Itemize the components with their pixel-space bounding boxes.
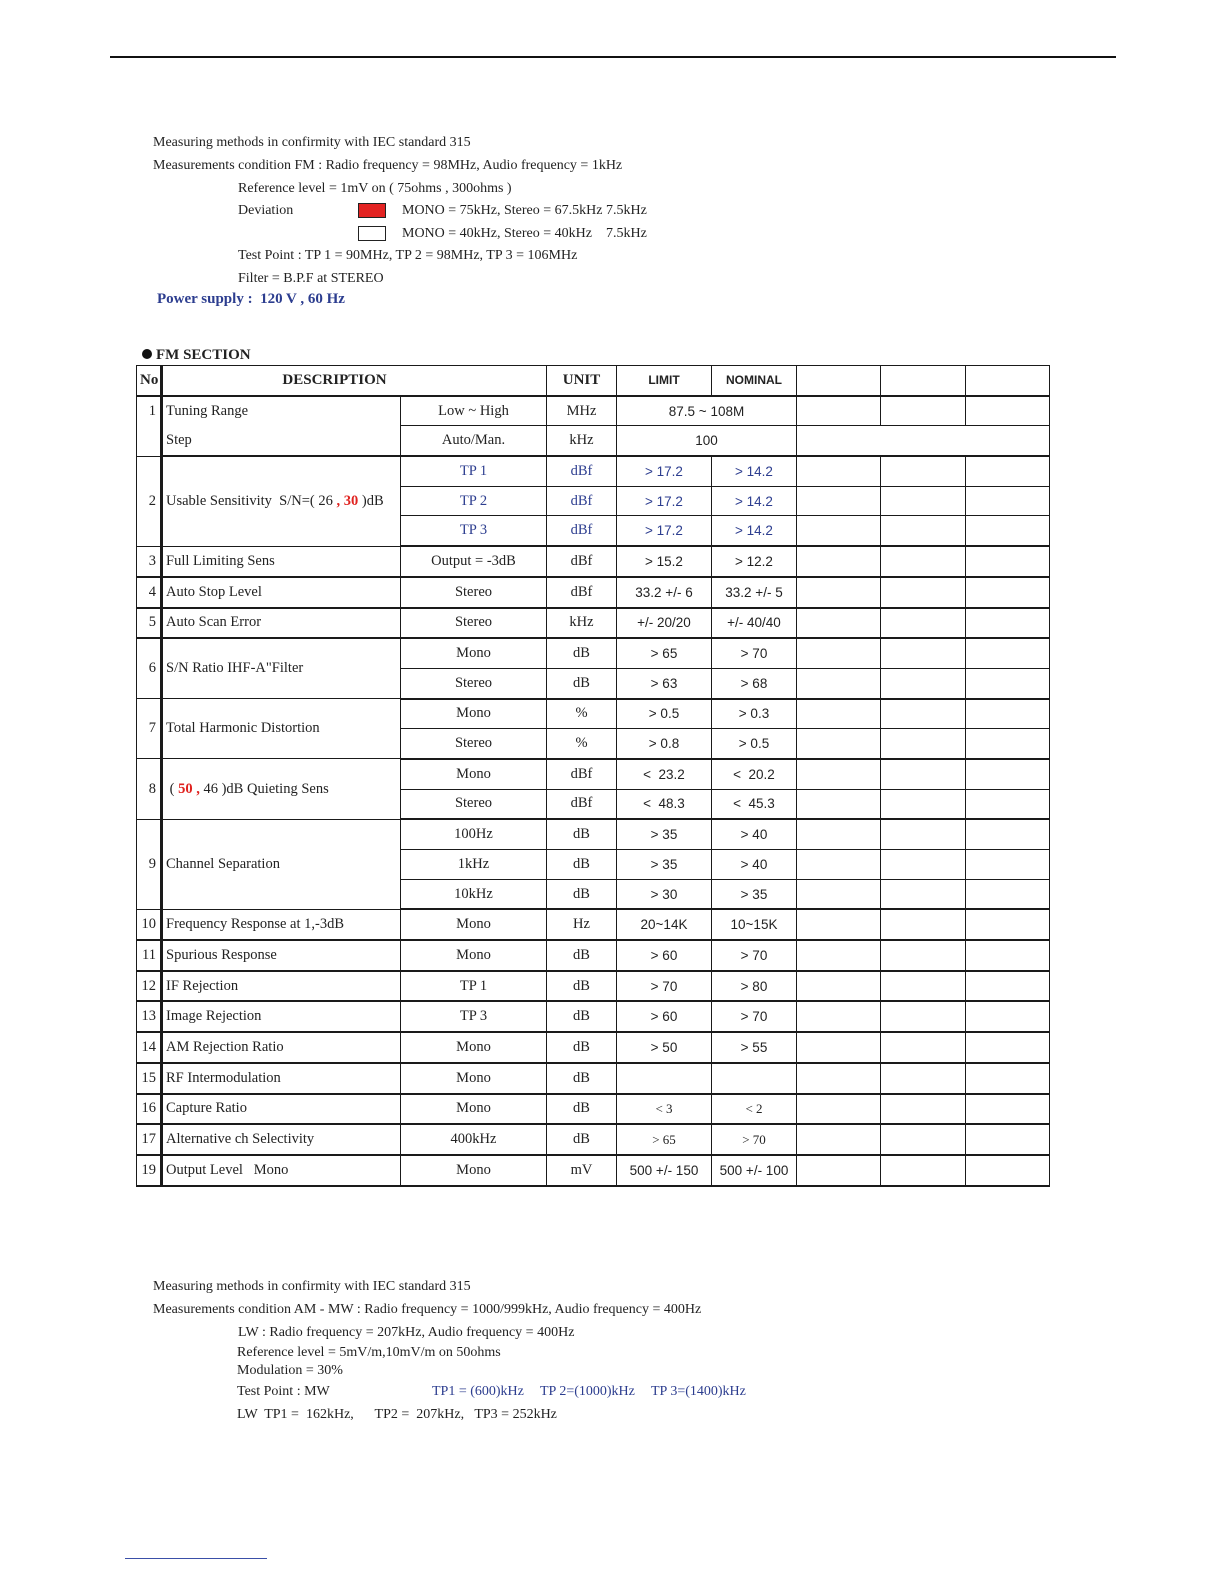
- row-unit: dB: [547, 1063, 617, 1094]
- row-unit: dB: [547, 940, 617, 971]
- row-nominal: > 68: [712, 668, 797, 698]
- row-unit: dBf: [547, 759, 617, 789]
- bullet-dot-icon: [142, 349, 152, 359]
- empty-cell: [881, 789, 966, 819]
- table-row: [137, 1124, 1050, 1155]
- row-unit: dB: [547, 1032, 617, 1063]
- row-description: Total Harmonic Distortion: [162, 699, 401, 759]
- empty-cell: [966, 668, 1050, 698]
- empty-cell: [797, 1124, 881, 1155]
- empty-cell: [797, 1063, 881, 1094]
- row-unit: %: [547, 729, 617, 759]
- row-description: [162, 456, 401, 546]
- header-nominal: NOMINAL: [712, 366, 797, 396]
- row-no: 1: [137, 396, 162, 456]
- empty-cell: [881, 1001, 966, 1032]
- row-description: Image Rejection: [162, 1001, 401, 1032]
- table-row: [137, 1032, 1050, 1063]
- row-description: Full Limiting Sens: [162, 546, 401, 577]
- table-row: [137, 1063, 1050, 1094]
- row-limit: > 60: [617, 940, 712, 971]
- row-condition: Stereo: [401, 668, 547, 698]
- desc-part: 46 )dB Quieting Sens: [199, 780, 329, 797]
- row-nominal: < 2: [712, 1094, 797, 1125]
- row-no: 10: [137, 909, 162, 940]
- fm-reference-level: Reference level = 1mV on ( 75ohms , 300ohms ): [238, 181, 512, 196]
- empty-cell: [966, 759, 1050, 789]
- header-limit: LIMIT: [617, 366, 712, 396]
- row-nominal: > 70: [712, 940, 797, 971]
- row-condition: TP 1: [401, 971, 547, 1002]
- row-unit: dBf: [547, 546, 617, 577]
- am-reference-level: Reference level = 5mV/m,10mV/m on 50ohms: [237, 1345, 501, 1360]
- row-limit: 33.2 +/- 6: [617, 577, 712, 608]
- empty-cell: [797, 1094, 881, 1125]
- row-unit: dB: [547, 819, 617, 849]
- empty-cell: [966, 608, 1050, 639]
- row-limit: > 70: [617, 971, 712, 1002]
- top-rule: [110, 56, 1116, 58]
- row-no: 11: [137, 940, 162, 971]
- empty-cell: [966, 729, 1050, 759]
- row-no: 13: [137, 1001, 162, 1032]
- row-nominal: > 0.5: [712, 729, 797, 759]
- empty-cell: [966, 486, 1050, 516]
- row-nominal: > 14.2: [712, 486, 797, 516]
- empty-cell: [797, 1001, 881, 1032]
- table-row: [137, 638, 1050, 668]
- desc-part: (: [166, 780, 179, 797]
- empty-cell: [881, 396, 966, 426]
- empty-cell: [797, 638, 881, 668]
- row-limit: [617, 1063, 712, 1094]
- row-unit: dB: [547, 1094, 617, 1125]
- row-nominal: > 0.3: [712, 699, 797, 729]
- row-no: 2: [137, 456, 162, 546]
- empty-cell: [797, 819, 881, 849]
- row-nominal: > 14.2: [712, 516, 797, 546]
- row-no: 17: [137, 1124, 162, 1155]
- row-description: Capture Ratio: [162, 1094, 401, 1125]
- header-unit: UNIT: [547, 366, 617, 396]
- empty-cell: [881, 608, 966, 639]
- fm-deviation-label: Deviation: [238, 203, 294, 218]
- empty-cell: [881, 668, 966, 698]
- empty-cell: [966, 1001, 1050, 1032]
- row-unit: dB: [547, 971, 617, 1002]
- empty-cell: [881, 1063, 966, 1094]
- empty-cell: [881, 456, 966, 486]
- row-nominal: > 70: [712, 638, 797, 668]
- row-limit: < 3: [617, 1094, 712, 1125]
- row-limit: 500 +/- 150: [617, 1155, 712, 1186]
- fm-section-title: [142, 347, 251, 364]
- row-description: Auto Stop Level: [162, 577, 401, 608]
- row-condition: 400kHz: [401, 1124, 547, 1155]
- empty-cell: [966, 879, 1050, 909]
- fm-spec-table: [136, 365, 1050, 1187]
- row-description: Alternative ch Selectivity: [162, 1124, 401, 1155]
- header-blank: [966, 366, 1050, 396]
- empty-cell: [881, 699, 966, 729]
- table-row: [137, 909, 1050, 940]
- row-nominal: 10~15K: [712, 909, 797, 940]
- empty-cell: [966, 456, 1050, 486]
- row-nominal: > 70: [712, 1001, 797, 1032]
- empty-cell: [966, 699, 1050, 729]
- empty-cell: [797, 1032, 881, 1063]
- empty-cell: [797, 909, 881, 940]
- row-limit: +/- 20/20: [617, 608, 712, 639]
- desc-part: Usable Sensitivity S/N=( 26: [166, 492, 337, 509]
- empty-cell: [966, 1063, 1050, 1094]
- row-limit: > 63: [617, 668, 712, 698]
- row-unit: Hz: [547, 909, 617, 940]
- row-unit: dB: [547, 1124, 617, 1155]
- empty-cell: [881, 819, 966, 849]
- fm-filter: Filter = B.P.F at STEREO: [238, 271, 384, 286]
- empty-cell: [797, 577, 881, 608]
- row-condition: TP 3: [401, 1001, 547, 1032]
- row-no: 6: [137, 638, 162, 698]
- empty-cell: [797, 879, 881, 909]
- row-description: RF Intermodulation: [162, 1063, 401, 1094]
- table-row: [137, 940, 1050, 971]
- empty-cell: [797, 729, 881, 759]
- row-condition: Stereo: [401, 608, 547, 639]
- table-row: [137, 577, 1050, 608]
- row-unit: MHz: [547, 396, 617, 426]
- row-no: 19: [137, 1155, 162, 1186]
- row-condition: 100Hz: [401, 819, 547, 849]
- row-unit: dB: [547, 668, 617, 698]
- table-row: [137, 608, 1050, 639]
- empty-cell: [966, 789, 1050, 819]
- row-limit: > 65: [617, 638, 712, 668]
- row-nominal: < 45.3: [712, 789, 797, 819]
- empty-cell: [797, 396, 881, 426]
- row-nominal: > 35: [712, 879, 797, 909]
- am-tp1: TP1 = (600)kHz: [432, 1384, 524, 1399]
- header-blank: [797, 366, 881, 396]
- row-unit: dBf: [547, 486, 617, 516]
- row-no: 15: [137, 1063, 162, 1094]
- row-condition: Low ~ High: [401, 396, 547, 426]
- row-condition: Mono: [401, 759, 547, 789]
- empty-cell: [966, 516, 1050, 546]
- empty-cell: [797, 608, 881, 639]
- am-tp2: TP 2=(1000)kHz: [540, 1384, 635, 1399]
- desc-red-part: , 30: [336, 492, 359, 509]
- empty-cell: [966, 909, 1050, 940]
- empty-cell: [881, 1155, 966, 1186]
- table-row: [137, 1094, 1050, 1125]
- row-description: Spurious Response: [162, 940, 401, 971]
- row-condition: Stereo: [401, 729, 547, 759]
- row-value: 87.5 ~ 108M: [617, 396, 797, 426]
- row-condition: 10kHz: [401, 879, 547, 909]
- row-nominal: 500 +/- 100: [712, 1155, 797, 1186]
- row-description: IF Rejection: [162, 971, 401, 1002]
- row-description: S/N Ratio IHF-A"Filter: [162, 638, 401, 698]
- empty-cell: [797, 850, 881, 880]
- empty-cell: [797, 486, 881, 516]
- empty-cell: [797, 940, 881, 971]
- row-limit: < 23.2: [617, 759, 712, 789]
- row-condition: Mono: [401, 909, 547, 940]
- row-unit: %: [547, 699, 617, 729]
- header-blank: [881, 366, 966, 396]
- desc-red-part: 50 ,: [178, 780, 200, 797]
- row-unit: kHz: [547, 426, 617, 456]
- row-condition: Mono: [401, 1032, 547, 1063]
- empty-cell: [966, 577, 1050, 608]
- empty-cell: [966, 638, 1050, 668]
- empty-cell: [797, 699, 881, 729]
- empty-cell: [797, 456, 881, 486]
- row-condition: TP 1: [401, 456, 547, 486]
- row-unit: dB: [547, 850, 617, 880]
- empty-cell: [797, 1155, 881, 1186]
- power-supply: Power supply : 120 V , 60 Hz: [157, 291, 345, 307]
- row-no: 4: [137, 577, 162, 608]
- row-limit: > 65: [617, 1124, 712, 1155]
- row-nominal: > 55: [712, 1032, 797, 1063]
- row-limit: > 35: [617, 850, 712, 880]
- table-row: [137, 1155, 1050, 1186]
- fm-deviation-red: MONO = 75kHz, Stereo = 67.5kHz 7.5kHz: [402, 203, 647, 218]
- desc-part: )dB: [358, 492, 384, 509]
- deviation-red-swatch: [358, 203, 386, 218]
- empty-cell: [881, 546, 966, 577]
- row-limit: > 30: [617, 879, 712, 909]
- row-description: Step: [162, 426, 401, 456]
- row-condition: Mono: [401, 638, 547, 668]
- row-no: 14: [137, 1032, 162, 1063]
- empty-cell: [881, 1032, 966, 1063]
- table-row: [137, 546, 1050, 577]
- empty-cell: [797, 546, 881, 577]
- row-no: 5: [137, 608, 162, 639]
- row-description: Channel Separation: [162, 819, 401, 909]
- empty-cell: [881, 1124, 966, 1155]
- row-description: Frequency Response at 1,-3dB: [162, 909, 401, 940]
- row-nominal: > 70: [712, 1124, 797, 1155]
- empty-cell: [881, 1094, 966, 1125]
- row-limit: > 15.2: [617, 546, 712, 577]
- row-unit: dBf: [547, 516, 617, 546]
- table-row: [137, 456, 1050, 486]
- am-measurement-condition: Measurements condition AM - MW : Radio frequency = 1000/999kHz, Audio frequency = 400Hz: [153, 1302, 702, 1317]
- row-no: 9: [137, 819, 162, 909]
- row-unit: dB: [547, 879, 617, 909]
- empty-cell: [881, 759, 966, 789]
- am-lw-test-points: LW TP1 = 162kHz, TP2 = 207kHz, TP3 = 252kHz: [237, 1407, 557, 1422]
- row-nominal: 33.2 +/- 5: [712, 577, 797, 608]
- empty-cell: [881, 638, 966, 668]
- row-nominal: > 12.2: [712, 546, 797, 577]
- empty-cell: [881, 850, 966, 880]
- row-nominal: +/- 40/40: [712, 608, 797, 639]
- row-description: AM Rejection Ratio: [162, 1032, 401, 1063]
- empty-cell: [881, 516, 966, 546]
- row-nominal: [712, 1063, 797, 1094]
- table-row: [137, 971, 1050, 1002]
- table-row: [137, 819, 1050, 849]
- row-value: 100: [617, 426, 797, 456]
- am-lw-line: LW : Radio frequency = 207kHz, Audio frequency = 400Hz: [238, 1325, 575, 1340]
- empty-cell: [797, 789, 881, 819]
- row-unit: kHz: [547, 608, 617, 639]
- row-condition: Mono: [401, 1063, 547, 1094]
- empty-cell: [881, 971, 966, 1002]
- row-nominal: < 20.2: [712, 759, 797, 789]
- empty-cell: [881, 940, 966, 971]
- am-tp3: TP 3=(1400)kHz: [651, 1384, 746, 1399]
- row-nominal: > 14.2: [712, 456, 797, 486]
- row-condition: Mono: [401, 940, 547, 971]
- empty-cell: [881, 577, 966, 608]
- row-unit: dB: [547, 1001, 617, 1032]
- fm-deviation-white: MONO = 40kHz, Stereo = 40kHz 7.5kHz: [402, 226, 647, 241]
- table-row: [137, 759, 1050, 789]
- empty-cell: [966, 546, 1050, 577]
- fm-section-title-text: FM SECTION: [156, 347, 251, 363]
- row-condition: Output = -3dB: [401, 546, 547, 577]
- empty-cell: [966, 1094, 1050, 1125]
- row-limit: > 17.2: [617, 486, 712, 516]
- row-nominal: > 40: [712, 819, 797, 849]
- row-description: Auto Scan Error: [162, 608, 401, 639]
- table-row: [137, 699, 1050, 729]
- row-limit: > 60: [617, 1001, 712, 1032]
- empty-cell: [797, 759, 881, 789]
- row-description: Output Level Mono: [162, 1155, 401, 1186]
- row-unit: dBf: [547, 577, 617, 608]
- row-nominal: > 40: [712, 850, 797, 880]
- empty-cell: [881, 486, 966, 516]
- row-limit: < 48.3: [617, 789, 712, 819]
- row-limit: > 0.5: [617, 699, 712, 729]
- am-modulation: Modulation = 30%: [237, 1363, 343, 1378]
- empty-cell: [797, 971, 881, 1002]
- row-condition: Mono: [401, 1094, 547, 1125]
- row-condition: Auto/Man.: [401, 426, 547, 456]
- fm-measurement-condition: Measurements condition FM : Radio frequency = 98MHz, Audio frequency = 1kHz: [153, 158, 623, 173]
- row-condition: TP 2: [401, 486, 547, 516]
- empty-cell: [966, 1155, 1050, 1186]
- row-no: 8: [137, 759, 162, 819]
- table-row: [137, 426, 1050, 456]
- row-condition: Mono: [401, 699, 547, 729]
- empty-cell: [966, 819, 1050, 849]
- empty-cell: [966, 940, 1050, 971]
- row-unit: dBf: [547, 456, 617, 486]
- empty-cell: [881, 729, 966, 759]
- empty-cell: [966, 1124, 1050, 1155]
- deviation-white-swatch: [358, 226, 386, 241]
- row-limit: > 50: [617, 1032, 712, 1063]
- row-condition: Stereo: [401, 789, 547, 819]
- empty-cell: [881, 879, 966, 909]
- am-iec-line: Measuring methods in confirmity with IEC standard 315: [153, 1279, 471, 1294]
- empty-cell: [797, 668, 881, 698]
- header-no: No: [137, 366, 162, 396]
- empty-cell: [797, 426, 1050, 456]
- bottom-link-rule: [125, 1558, 267, 1559]
- row-no: 3: [137, 546, 162, 577]
- row-limit: > 17.2: [617, 516, 712, 546]
- fm-iec-line: Measuring methods in confirmity with IEC standard 315: [153, 135, 471, 150]
- row-limit: > 35: [617, 819, 712, 849]
- empty-cell: [966, 850, 1050, 880]
- table-header-row: [137, 366, 1050, 396]
- row-limit: 20~14K: [617, 909, 712, 940]
- row-nominal: > 80: [712, 971, 797, 1002]
- empty-cell: [966, 971, 1050, 1002]
- empty-cell: [966, 396, 1050, 426]
- row-unit: mV: [547, 1155, 617, 1186]
- empty-cell: [966, 1032, 1050, 1063]
- empty-cell: [797, 516, 881, 546]
- table-row: [137, 396, 1050, 426]
- row-condition: Stereo: [401, 577, 547, 608]
- row-no: 7: [137, 699, 162, 759]
- row-condition: 1kHz: [401, 850, 547, 880]
- row-no: 12: [137, 971, 162, 1002]
- row-unit: dB: [547, 638, 617, 668]
- row-no: 16: [137, 1094, 162, 1125]
- row-limit: > 0.8: [617, 729, 712, 759]
- row-unit: dBf: [547, 789, 617, 819]
- row-condition: Mono: [401, 1155, 547, 1186]
- am-test-point-label: Test Point : MW: [237, 1384, 330, 1399]
- row-description: Tuning Range: [162, 396, 401, 426]
- empty-cell: [881, 909, 966, 940]
- fm-test-point: Test Point : TP 1 = 90MHz, TP 2 = 98MHz, TP 3 = 106MHz: [238, 248, 578, 263]
- row-condition: TP 3: [401, 516, 547, 546]
- row-limit: > 17.2: [617, 456, 712, 486]
- header-description: DESCRIPTION: [162, 366, 547, 396]
- table-row: [137, 1001, 1050, 1032]
- row-description: [162, 759, 401, 819]
